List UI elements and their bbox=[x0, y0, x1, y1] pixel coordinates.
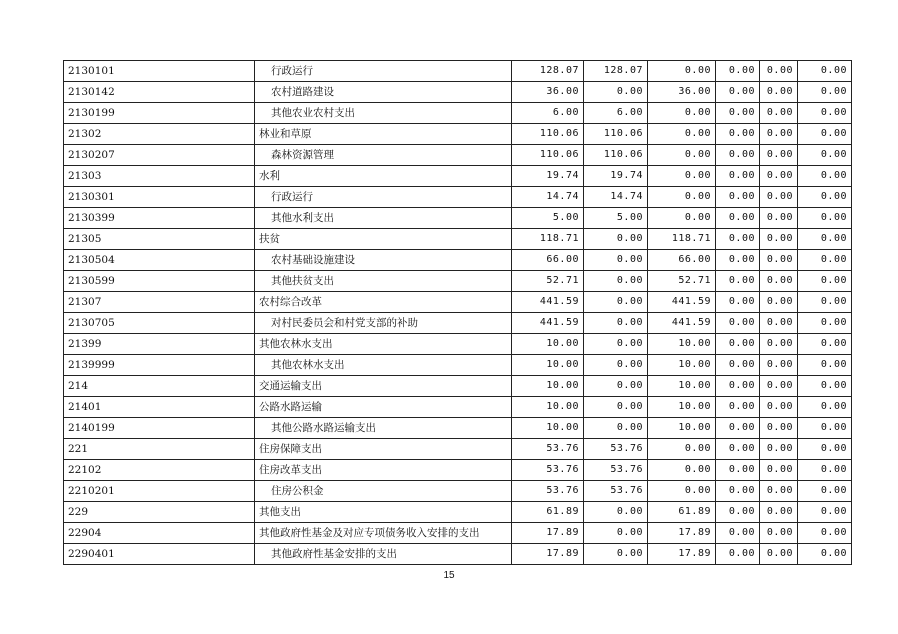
cell-value-2: 0.00 bbox=[584, 397, 648, 418]
table-row bbox=[64, 187, 852, 208]
cell-item-name: 公路水路运输 bbox=[255, 397, 512, 418]
table-row bbox=[64, 103, 852, 124]
cell-value-4: 0.00 bbox=[716, 376, 760, 397]
cell-code: 21399 bbox=[64, 334, 255, 355]
cell-value-6: 0.00 bbox=[798, 502, 852, 523]
cell-total: 17.89 bbox=[512, 544, 584, 565]
cell-value-4: 0.00 bbox=[716, 544, 760, 565]
table-row bbox=[64, 271, 852, 292]
cell-value-6: 0.00 bbox=[798, 124, 852, 145]
cell-value-6: 0.00 bbox=[798, 418, 852, 439]
cell-total: 61.89 bbox=[512, 502, 584, 523]
cell-value-5: 0.00 bbox=[760, 481, 798, 502]
cell-total: 19.74 bbox=[512, 166, 584, 187]
cell-total: 36.00 bbox=[512, 82, 584, 103]
cell-code: 2130142 bbox=[64, 82, 255, 103]
table-row bbox=[64, 481, 852, 502]
cell-code: 2130301 bbox=[64, 187, 255, 208]
cell-value-5: 0.00 bbox=[760, 124, 798, 145]
cell-value-3: 0.00 bbox=[648, 439, 716, 460]
cell-value-6: 0.00 bbox=[798, 271, 852, 292]
cell-value-4: 0.00 bbox=[716, 418, 760, 439]
cell-total: 14.74 bbox=[512, 187, 584, 208]
cell-value-5: 0.00 bbox=[760, 439, 798, 460]
cell-value-6: 0.00 bbox=[798, 544, 852, 565]
cell-total: 66.00 bbox=[512, 250, 584, 271]
cell-value-5: 0.00 bbox=[760, 502, 798, 523]
table-row bbox=[64, 61, 852, 82]
cell-item-name: 森林资源管理 bbox=[255, 145, 512, 166]
cell-value-3: 118.71 bbox=[648, 229, 716, 250]
table-row bbox=[64, 544, 852, 565]
page-number: 15 bbox=[443, 570, 455, 581]
cell-value-6: 0.00 bbox=[798, 229, 852, 250]
cell-value-5: 0.00 bbox=[760, 271, 798, 292]
cell-code: 2130504 bbox=[64, 250, 255, 271]
cell-value-3: 66.00 bbox=[648, 250, 716, 271]
table-body bbox=[64, 61, 852, 565]
cell-value-2: 5.00 bbox=[584, 208, 648, 229]
cell-value-4: 0.00 bbox=[716, 124, 760, 145]
cell-total: 5.00 bbox=[512, 208, 584, 229]
cell-value-3: 17.89 bbox=[648, 544, 716, 565]
cell-value-2: 53.76 bbox=[584, 439, 648, 460]
cell-item-name: 其他农林水支出 bbox=[255, 355, 512, 376]
cell-code: 2210201 bbox=[64, 481, 255, 502]
cell-code: 21303 bbox=[64, 166, 255, 187]
cell-total: 10.00 bbox=[512, 376, 584, 397]
cell-value-4: 0.00 bbox=[716, 334, 760, 355]
cell-value-3: 0.00 bbox=[648, 481, 716, 502]
cell-value-3: 0.00 bbox=[648, 103, 716, 124]
cell-total: 17.89 bbox=[512, 523, 584, 544]
cell-value-4: 0.00 bbox=[716, 502, 760, 523]
cell-value-4: 0.00 bbox=[716, 103, 760, 124]
cell-value-2: 0.00 bbox=[584, 250, 648, 271]
table-row bbox=[64, 439, 852, 460]
cell-value-6: 0.00 bbox=[798, 250, 852, 271]
cell-code: 2139999 bbox=[64, 355, 255, 376]
cell-code: 214 bbox=[64, 376, 255, 397]
cell-code: 21307 bbox=[64, 292, 255, 313]
cell-value-4: 0.00 bbox=[716, 313, 760, 334]
cell-item-name: 其他政府性基金安排的支出 bbox=[255, 544, 512, 565]
cell-code: 2130199 bbox=[64, 103, 255, 124]
cell-item-name: 其他水利支出 bbox=[255, 208, 512, 229]
cell-value-2: 0.00 bbox=[584, 502, 648, 523]
cell-item-name: 交通运输支出 bbox=[255, 376, 512, 397]
table-row bbox=[64, 418, 852, 439]
cell-item-name: 行政运行 bbox=[255, 61, 512, 82]
cell-value-4: 0.00 bbox=[716, 250, 760, 271]
cell-value-3: 36.00 bbox=[648, 82, 716, 103]
cell-item-name: 农村道路建设 bbox=[255, 82, 512, 103]
cell-value-5: 0.00 bbox=[760, 544, 798, 565]
cell-value-2: 0.00 bbox=[584, 523, 648, 544]
cell-total: 52.71 bbox=[512, 271, 584, 292]
budget-table bbox=[63, 60, 852, 565]
cell-value-4: 0.00 bbox=[716, 145, 760, 166]
table-row bbox=[64, 166, 852, 187]
table-row bbox=[64, 82, 852, 103]
table-row bbox=[64, 124, 852, 145]
cell-code: 22102 bbox=[64, 460, 255, 481]
cell-value-5: 0.00 bbox=[760, 145, 798, 166]
cell-item-name: 其他支出 bbox=[255, 502, 512, 523]
cell-value-4: 0.00 bbox=[716, 271, 760, 292]
cell-value-6: 0.00 bbox=[798, 145, 852, 166]
cell-code: 229 bbox=[64, 502, 255, 523]
cell-value-6: 0.00 bbox=[798, 397, 852, 418]
cell-value-5: 0.00 bbox=[760, 355, 798, 376]
cell-value-2: 0.00 bbox=[584, 313, 648, 334]
cell-value-3: 441.59 bbox=[648, 292, 716, 313]
cell-value-3: 52.71 bbox=[648, 271, 716, 292]
cell-item-name: 住房公积金 bbox=[255, 481, 512, 502]
cell-value-6: 0.00 bbox=[798, 355, 852, 376]
cell-value-4: 0.00 bbox=[716, 523, 760, 544]
cell-value-4: 0.00 bbox=[716, 397, 760, 418]
cell-value-5: 0.00 bbox=[760, 208, 798, 229]
cell-value-6: 0.00 bbox=[798, 523, 852, 544]
cell-value-3: 0.00 bbox=[648, 187, 716, 208]
cell-value-5: 0.00 bbox=[760, 334, 798, 355]
cell-total: 10.00 bbox=[512, 334, 584, 355]
cell-value-2: 14.74 bbox=[584, 187, 648, 208]
table-row bbox=[64, 292, 852, 313]
table-row bbox=[64, 145, 852, 166]
cell-value-2: 0.00 bbox=[584, 418, 648, 439]
cell-total: 6.00 bbox=[512, 103, 584, 124]
cell-value-2: 0.00 bbox=[584, 355, 648, 376]
cell-value-2: 0.00 bbox=[584, 544, 648, 565]
cell-code: 2290401 bbox=[64, 544, 255, 565]
cell-total: 10.00 bbox=[512, 355, 584, 376]
cell-code: 2130705 bbox=[64, 313, 255, 334]
cell-value-2: 110.06 bbox=[584, 124, 648, 145]
cell-total: 441.59 bbox=[512, 313, 584, 334]
cell-value-6: 0.00 bbox=[798, 187, 852, 208]
cell-value-2: 6.00 bbox=[584, 103, 648, 124]
cell-value-5: 0.00 bbox=[760, 229, 798, 250]
cell-value-4: 0.00 bbox=[716, 439, 760, 460]
cell-value-2: 19.74 bbox=[584, 166, 648, 187]
cell-total: 110.06 bbox=[512, 145, 584, 166]
cell-value-4: 0.00 bbox=[716, 208, 760, 229]
table-row bbox=[64, 523, 852, 544]
cell-item-name: 其他公路水路运输支出 bbox=[255, 418, 512, 439]
cell-total: 53.76 bbox=[512, 439, 584, 460]
cell-value-2: 0.00 bbox=[584, 376, 648, 397]
cell-value-2: 0.00 bbox=[584, 229, 648, 250]
cell-value-2: 110.06 bbox=[584, 145, 648, 166]
cell-value-3: 17.89 bbox=[648, 523, 716, 544]
cell-item-name: 住房保障支出 bbox=[255, 439, 512, 460]
cell-code: 221 bbox=[64, 439, 255, 460]
cell-total: 118.71 bbox=[512, 229, 584, 250]
cell-value-5: 0.00 bbox=[760, 250, 798, 271]
cell-value-3: 10.00 bbox=[648, 376, 716, 397]
cell-value-4: 0.00 bbox=[716, 292, 760, 313]
cell-value-2: 0.00 bbox=[584, 292, 648, 313]
cell-value-4: 0.00 bbox=[716, 166, 760, 187]
table-row bbox=[64, 460, 852, 481]
cell-total: 53.76 bbox=[512, 481, 584, 502]
cell-value-3: 0.00 bbox=[648, 208, 716, 229]
cell-value-5: 0.00 bbox=[760, 61, 798, 82]
cell-total: 10.00 bbox=[512, 397, 584, 418]
cell-value-3: 441.59 bbox=[648, 313, 716, 334]
cell-value-6: 0.00 bbox=[798, 166, 852, 187]
cell-value-2: 53.76 bbox=[584, 460, 648, 481]
cell-value-3: 10.00 bbox=[648, 418, 716, 439]
table-row bbox=[64, 208, 852, 229]
cell-code: 2130101 bbox=[64, 61, 255, 82]
cell-value-3: 61.89 bbox=[648, 502, 716, 523]
cell-code: 2130599 bbox=[64, 271, 255, 292]
cell-item-name: 其他农林水支出 bbox=[255, 334, 512, 355]
cell-value-4: 0.00 bbox=[716, 481, 760, 502]
cell-code: 21305 bbox=[64, 229, 255, 250]
cell-item-name: 农村基础设施建设 bbox=[255, 250, 512, 271]
cell-item-name: 林业和草原 bbox=[255, 124, 512, 145]
cell-code: 21401 bbox=[64, 397, 255, 418]
cell-value-3: 0.00 bbox=[648, 145, 716, 166]
cell-value-6: 0.00 bbox=[798, 103, 852, 124]
cell-value-6: 0.00 bbox=[798, 292, 852, 313]
cell-value-6: 0.00 bbox=[798, 376, 852, 397]
cell-item-name: 行政运行 bbox=[255, 187, 512, 208]
table-row bbox=[64, 313, 852, 334]
cell-item-name: 其他政府性基金及对应专项债务收入安排的支出 bbox=[255, 523, 512, 544]
cell-value-6: 0.00 bbox=[798, 208, 852, 229]
cell-value-5: 0.00 bbox=[760, 376, 798, 397]
cell-value-4: 0.00 bbox=[716, 460, 760, 481]
cell-value-6: 0.00 bbox=[798, 460, 852, 481]
cell-total: 53.76 bbox=[512, 460, 584, 481]
cell-value-4: 0.00 bbox=[716, 355, 760, 376]
cell-value-3: 10.00 bbox=[648, 334, 716, 355]
cell-value-6: 0.00 bbox=[798, 61, 852, 82]
cell-item-name: 对村民委员会和村党支部的补助 bbox=[255, 313, 512, 334]
cell-item-name: 农村综合改革 bbox=[255, 292, 512, 313]
cell-code: 2140199 bbox=[64, 418, 255, 439]
cell-value-5: 0.00 bbox=[760, 166, 798, 187]
cell-total: 10.00 bbox=[512, 418, 584, 439]
cell-value-5: 0.00 bbox=[760, 523, 798, 544]
cell-item-name: 水利 bbox=[255, 166, 512, 187]
cell-value-3: 0.00 bbox=[648, 166, 716, 187]
cell-value-2: 0.00 bbox=[584, 82, 648, 103]
cell-value-4: 0.00 bbox=[716, 61, 760, 82]
cell-code: 21302 bbox=[64, 124, 255, 145]
cell-value-4: 0.00 bbox=[716, 187, 760, 208]
cell-value-5: 0.00 bbox=[760, 460, 798, 481]
cell-value-6: 0.00 bbox=[798, 313, 852, 334]
cell-value-3: 10.00 bbox=[648, 355, 716, 376]
cell-total: 441.59 bbox=[512, 292, 584, 313]
cell-item-name: 住房改革支出 bbox=[255, 460, 512, 481]
table-row bbox=[64, 250, 852, 271]
cell-value-5: 0.00 bbox=[760, 397, 798, 418]
cell-value-5: 0.00 bbox=[760, 187, 798, 208]
cell-value-5: 0.00 bbox=[760, 82, 798, 103]
cell-item-name: 其他农业农村支出 bbox=[255, 103, 512, 124]
cell-value-5: 0.00 bbox=[760, 313, 798, 334]
cell-total: 110.06 bbox=[512, 124, 584, 145]
table-row bbox=[64, 229, 852, 250]
cell-value-6: 0.00 bbox=[798, 481, 852, 502]
cell-code: 2130399 bbox=[64, 208, 255, 229]
cell-value-2: 53.76 bbox=[584, 481, 648, 502]
cell-value-2: 0.00 bbox=[584, 334, 648, 355]
cell-value-5: 0.00 bbox=[760, 292, 798, 313]
cell-value-3: 0.00 bbox=[648, 61, 716, 82]
table-row bbox=[64, 376, 852, 397]
cell-code: 22904 bbox=[64, 523, 255, 544]
cell-value-4: 0.00 bbox=[716, 82, 760, 103]
table-row bbox=[64, 397, 852, 418]
table-row bbox=[64, 334, 852, 355]
cell-value-6: 0.00 bbox=[798, 82, 852, 103]
cell-value-3: 10.00 bbox=[648, 397, 716, 418]
cell-value-2: 0.00 bbox=[584, 271, 648, 292]
cell-value-6: 0.00 bbox=[798, 334, 852, 355]
cell-value-5: 0.00 bbox=[760, 103, 798, 124]
cell-value-5: 0.00 bbox=[760, 418, 798, 439]
cell-value-3: 0.00 bbox=[648, 124, 716, 145]
cell-value-4: 0.00 bbox=[716, 229, 760, 250]
cell-item-name: 扶贫 bbox=[255, 229, 512, 250]
cell-total: 128.07 bbox=[512, 61, 584, 82]
cell-value-3: 0.00 bbox=[648, 460, 716, 481]
cell-value-6: 0.00 bbox=[798, 439, 852, 460]
table-row bbox=[64, 502, 852, 523]
table-row bbox=[64, 355, 852, 376]
cell-item-name: 其他扶贫支出 bbox=[255, 271, 512, 292]
cell-value-2: 128.07 bbox=[584, 61, 648, 82]
cell-code: 2130207 bbox=[64, 145, 255, 166]
